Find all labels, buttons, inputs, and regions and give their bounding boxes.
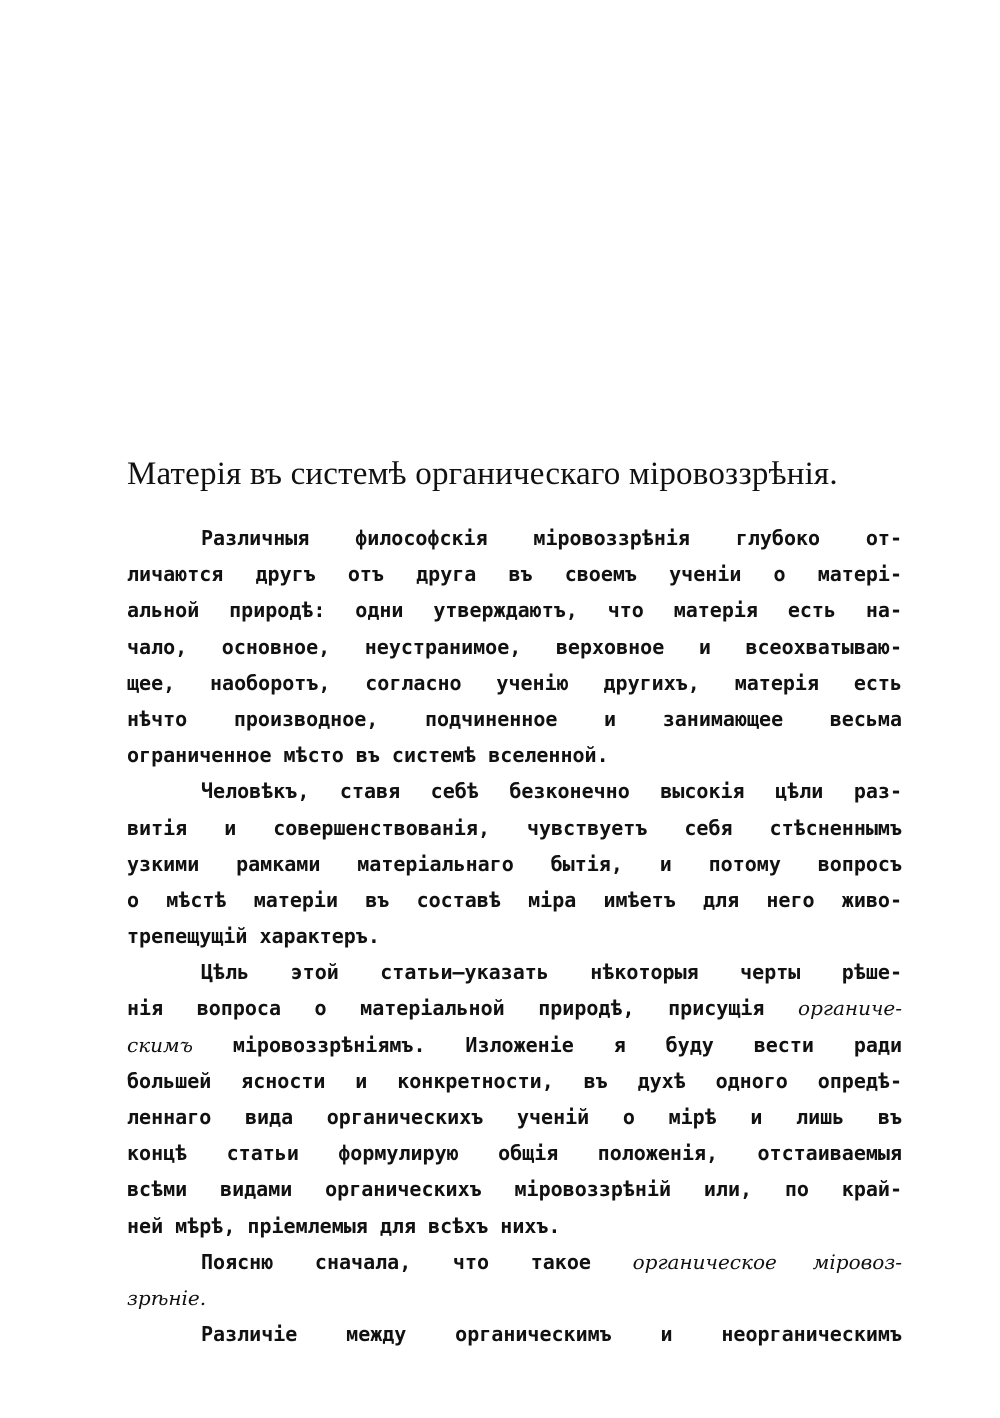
- text-line: [127, 1027, 902, 1063]
- text-line: всѣми видами органическихъ міровоззрѣній или, по край-: [127, 1177, 902, 1202]
- page-title: Матерія въ системѣ органическаго міровоззрѣнія.: [127, 456, 838, 492]
- text-line: личаются другъ отъ друга въ своемъ ученіи о матері-: [127, 562, 902, 587]
- text-line: [127, 1244, 902, 1280]
- text-segment: нія вопроса о матеріальной природѣ, присущія: [127, 996, 765, 1021]
- text-line: трепещущій характеръ.: [127, 924, 380, 949]
- text-line: ограниченное мѣсто въ системѣ вселенной.: [127, 743, 609, 768]
- text-segment: міровоззрѣніямъ. Изложеніе я буду вести ради: [192, 1032, 902, 1057]
- text-line: альной природѣ: одни утверждаютъ, что матерія есть на-: [127, 598, 902, 623]
- text-line: [127, 1280, 902, 1316]
- text-line: о мѣстѣ матеріи въ составѣ міра имѣетъ для него живо-: [127, 887, 902, 912]
- text-line: Человѣкъ, ставя себѣ безконечно высокія цѣли раз-: [201, 779, 902, 804]
- text-line: витія и совершенствованія, чувствуетъ себя стѣсненнымъ: [127, 815, 902, 840]
- italic-text: органиче-: [798, 996, 902, 1021]
- italic-text: скимъ: [127, 1032, 193, 1057]
- text-line: Различіе между органическимъ и неорганическимъ: [201, 1322, 902, 1347]
- text-line: ней мѣрѣ, пріемлемыя для всѣхъ нихъ.: [127, 1213, 561, 1238]
- text-line: щее, наоборотъ, согласно ученію другихъ, матерія есть: [127, 670, 902, 695]
- text-line: большей ясности и конкретности, въ духѣ одного опредѣ-: [127, 1068, 902, 1093]
- text-line: нѣчто производное, подчиненное и занимающее весьма: [127, 706, 902, 731]
- text-line: концѣ статьи формулирую общія положенія, отстаиваемыя: [127, 1141, 902, 1166]
- italic-text: органическое міровоз-: [632, 1249, 902, 1274]
- text-line: узкими рамками матеріальнаго бытія, и потому вопросъ: [127, 851, 902, 876]
- italic-text: зрѣніе.: [127, 1285, 207, 1310]
- text-line: Различныя философскія міровоззрѣнія глубоко от-: [201, 526, 902, 550]
- text-line: Цѣль этой статьи—указать нѣкоторыя черты рѣше-: [201, 960, 902, 985]
- text-line: леннаго вида органическихъ ученій о мірѣ и лишь въ: [127, 1105, 902, 1129]
- text-segment: Поясню сначала, что такое: [201, 1249, 633, 1274]
- body-text: [127, 520, 902, 1352]
- text-line: чало, основное, неустранимое, верховное и всеохватываю-: [127, 634, 902, 659]
- text-line: [127, 990, 902, 1026]
